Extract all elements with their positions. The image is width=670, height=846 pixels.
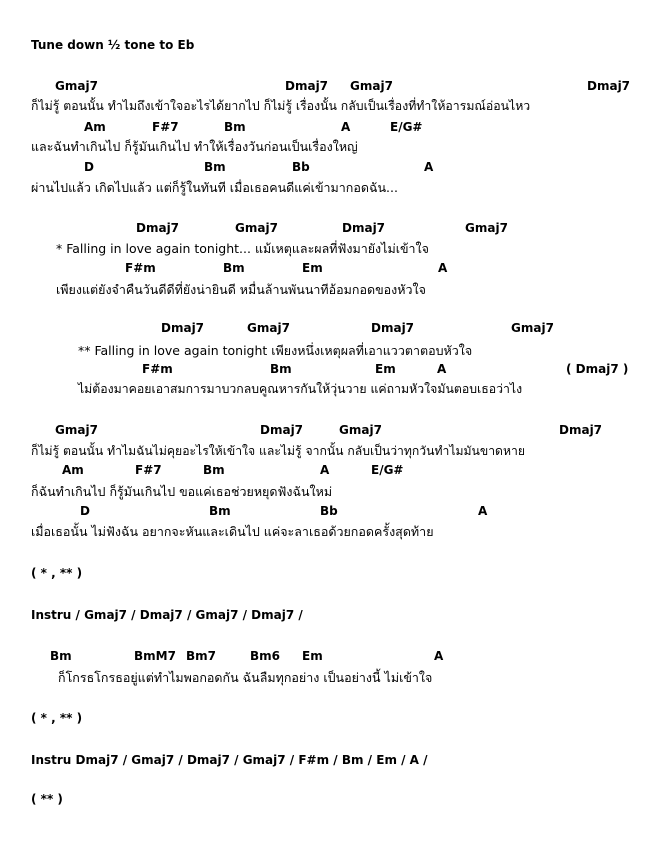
chord: Bm <box>209 504 231 518</box>
repeat-marker: ( ** ) <box>31 792 63 806</box>
instrumental-line: Instru / Gmaj7 / Dmaj7 / Gmaj7 / Dmaj7 / <box>31 608 303 622</box>
chord: Dmaj7 <box>260 423 304 437</box>
repeat-marker: ( * , ** ) <box>31 566 83 580</box>
chord: Gmaj7 <box>350 79 393 93</box>
chord: Bb <box>320 504 338 518</box>
lyric-line: ก็โกรธโกรธอยู่แต่ทำไมพอกอดกัน ฉันลืมทุกอย่าง เป็นอย่างนี้ ไม่เข้าใจ <box>58 670 433 685</box>
chord: Gmaj7 <box>55 423 98 437</box>
chord: Am <box>62 463 84 477</box>
chord: BmM7 <box>134 649 176 663</box>
chord: Bb <box>292 160 310 174</box>
repeat-marker: ( * , ** ) <box>31 711 83 725</box>
lyric-line: เมื่อเธอนั้น ไม่ฟังฉัน อยากจะหันและเดินไป แค่จะลาเธอด้วยกอดครั้งสุดท้าย <box>31 524 434 539</box>
chord: Bm7 <box>186 649 216 663</box>
chord: Dmaj7 <box>559 423 603 437</box>
chord: F#7 <box>135 463 162 477</box>
chord: Bm <box>223 261 245 275</box>
lyric-line: * Falling in love again tonight... แม้เหตุและผลที่ฟังมายังไม่เข้าใจ <box>56 241 429 256</box>
chord: Gmaj7 <box>235 221 278 235</box>
lyric-line: ก็ไม่รู้ ตอนนั้น ทำไมฉันไม่คุยอะไรให้เข้าใจ และไม่รู้ จากนั้น กลับเป็นว่าทุกวันทำไมมันขาดหาย <box>31 444 525 458</box>
chord: F#m <box>142 362 173 376</box>
chord: Gmaj7 <box>465 221 508 235</box>
chord: A <box>320 463 330 477</box>
chord: Em <box>302 649 323 663</box>
chord: A <box>478 504 488 518</box>
chord: Dmaj7 <box>371 321 415 335</box>
chord: Dmaj7 <box>285 79 329 93</box>
chord: Dmaj7 <box>136 221 180 235</box>
chord: D <box>80 504 90 518</box>
chord: Dmaj7 <box>587 79 631 93</box>
chord: A <box>434 649 444 663</box>
chord: Bm <box>50 649 72 663</box>
chord: Bm <box>270 362 292 376</box>
chord: Dmaj7 <box>342 221 386 235</box>
chord: F#m <box>125 261 156 275</box>
chord: Em <box>302 261 323 275</box>
chord: A <box>424 160 434 174</box>
lyric-line: ก็ฉันทำเกินไป ก็รู้มันเกินไป ขอแค่เธอช่วยหยุดฟังฉันใหม่ <box>31 484 333 499</box>
lyric-line: ก็ไม่รู้ ตอนนั้น ทำไมถึงเข้าใจอะไรได้ยากไป ก็ไม่รู้ เรื่องนั้น กลับเป็นเรื่องที่ทำให้อารมณ์อ่อนไหว <box>31 99 531 113</box>
chord: Dmaj7 <box>161 321 205 335</box>
lyric-line: ** Falling in love again tonight เพียงหนึ่งเหตุผลที่เอาแววตาตอบหัวใจ <box>78 343 473 358</box>
chord: F#7 <box>152 120 179 134</box>
chord: Bm <box>203 463 225 477</box>
lyric-line: ผ่านไปแล้ว เกิดไปแล้ว แต่ก็รู้ในทันที เมื่อเธอคนดีแค่เข้ามากอดฉัน... <box>31 180 398 195</box>
chord: Bm6 <box>250 649 280 663</box>
chord: E/G# <box>371 463 404 477</box>
chord: Bm <box>204 160 226 174</box>
lyric-line: เพียงแต่ยังจำคืนวันดีดีที่ยังน่ายินดี หมื่นล้านพันนาทีอ้อมกอดของหัวใจ <box>56 282 426 297</box>
chord: Gmaj7 <box>55 79 98 93</box>
lyric-line: ไม่ต้องมาคอยเอาสมการมาบวกลบคูณหารกันให้วุ่นวาย แค่ถามหัวใจมันตอบเธอว่าไง <box>78 382 523 396</box>
chord: Gmaj7 <box>511 321 554 335</box>
chord: ( Dmaj7 ) <box>566 362 629 376</box>
chord: Am <box>84 120 106 134</box>
chord: Gmaj7 <box>247 321 290 335</box>
chord: A <box>438 261 448 275</box>
chord: Gmaj7 <box>339 423 382 437</box>
chord: Em <box>375 362 396 376</box>
chord: Bm <box>224 120 246 134</box>
chord: A <box>341 120 351 134</box>
chord: D <box>84 160 94 174</box>
tuning-note: Tune down ½ tone to Eb <box>31 38 195 52</box>
chord: E/G# <box>390 120 423 134</box>
chord: A <box>437 362 447 376</box>
instrumental-line: Instru Dmaj7 / Gmaj7 / Dmaj7 / Gmaj7 / F#m / Bm / Em / A / <box>31 753 428 767</box>
lyric-line: และฉันทำเกินไป ก็รู้มันเกินไป ทำให้เรื่องวันก่อนเป็นเรื่องใหญ่ <box>31 139 358 154</box>
